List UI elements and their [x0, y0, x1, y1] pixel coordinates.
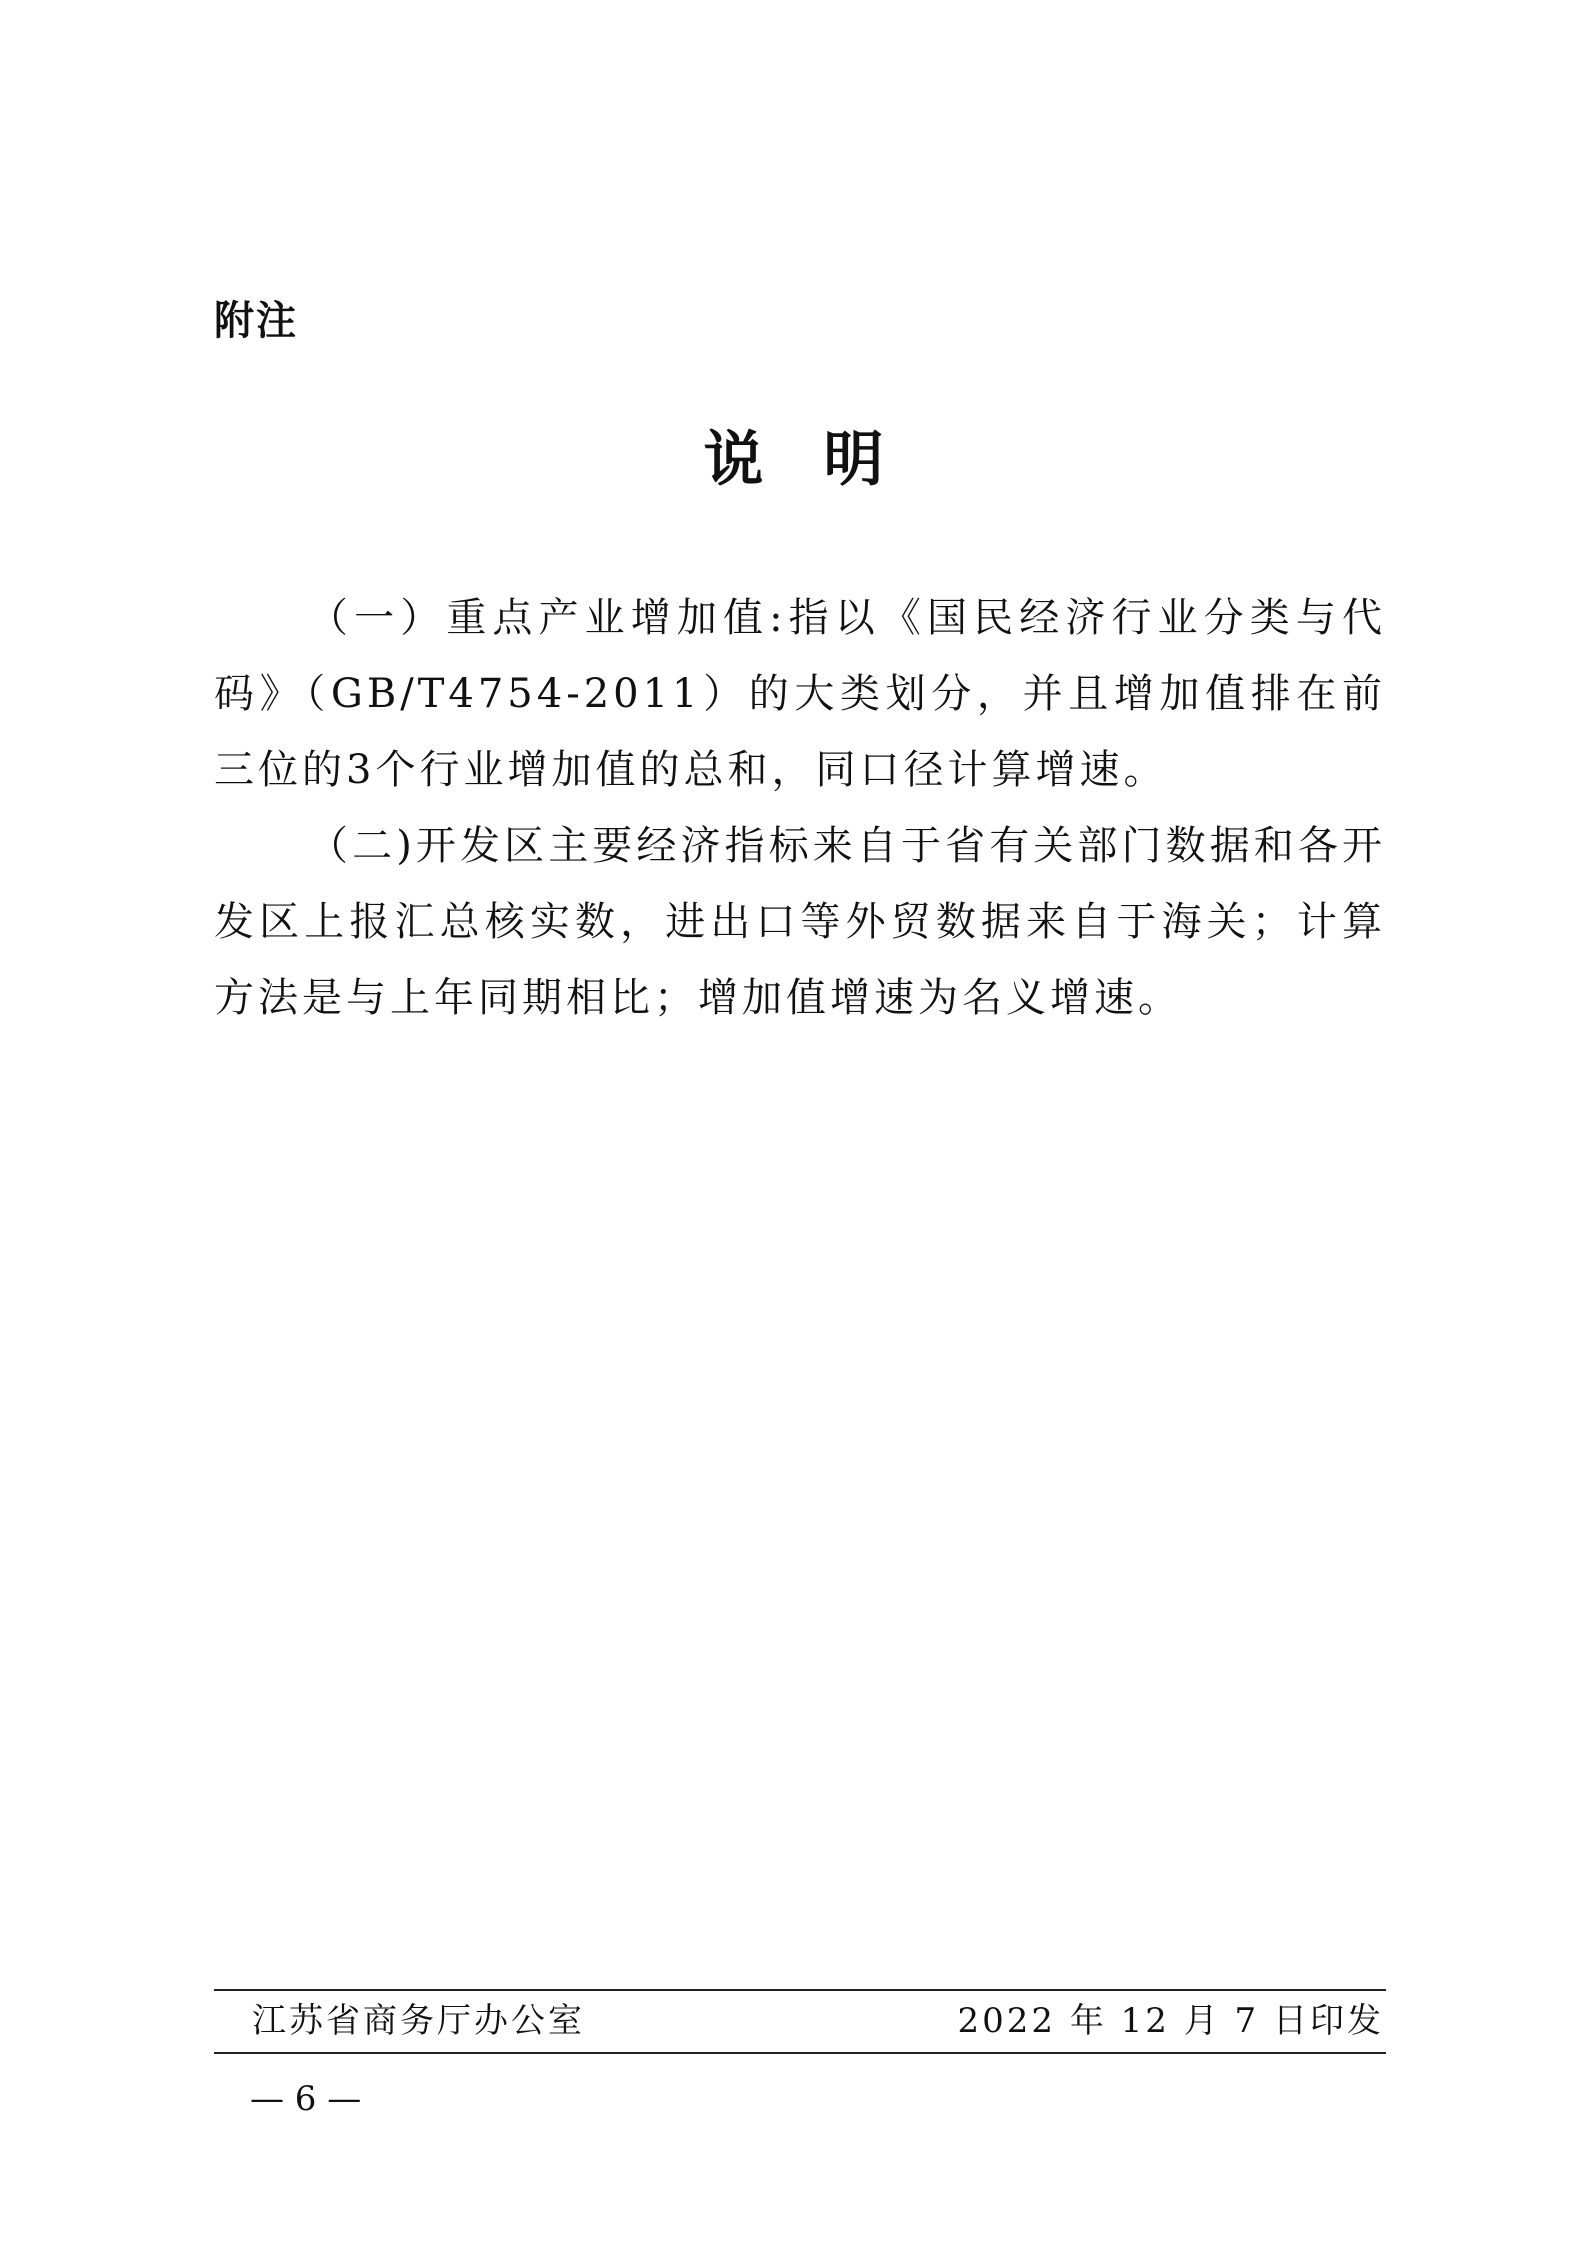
paragraph-1: （一）重点产业增加值:指以《国民经济行业分类与代码》（GB/T4754-2011）的大类划分，并且增加值排在前三位的3个行业增加值的总和，同口径计算增速。	[214, 595, 1386, 793]
issuer-name: 江苏省商务厅办公室	[252, 2001, 585, 2041]
page-number: — 6 —	[250, 2079, 362, 2119]
annex-label: 附注	[214, 298, 298, 344]
paragraph-2: （二)开发区主要经济指标来自于省有关部门数据和各开发区上报汇总核实数，进出口等外贸数据来自于海关；计算方法是与上年同期相比；增加值增速为名义增速。	[214, 823, 1386, 1021]
footer-divider-top	[214, 1989, 1386, 1991]
footer-divider-bottom	[214, 2052, 1386, 2054]
document-body	[214, 580, 1386, 1036]
document-title: 说 明	[703, 425, 884, 495]
issue-date: 2022 年 12 月 7 日印发	[957, 2001, 1384, 2041]
